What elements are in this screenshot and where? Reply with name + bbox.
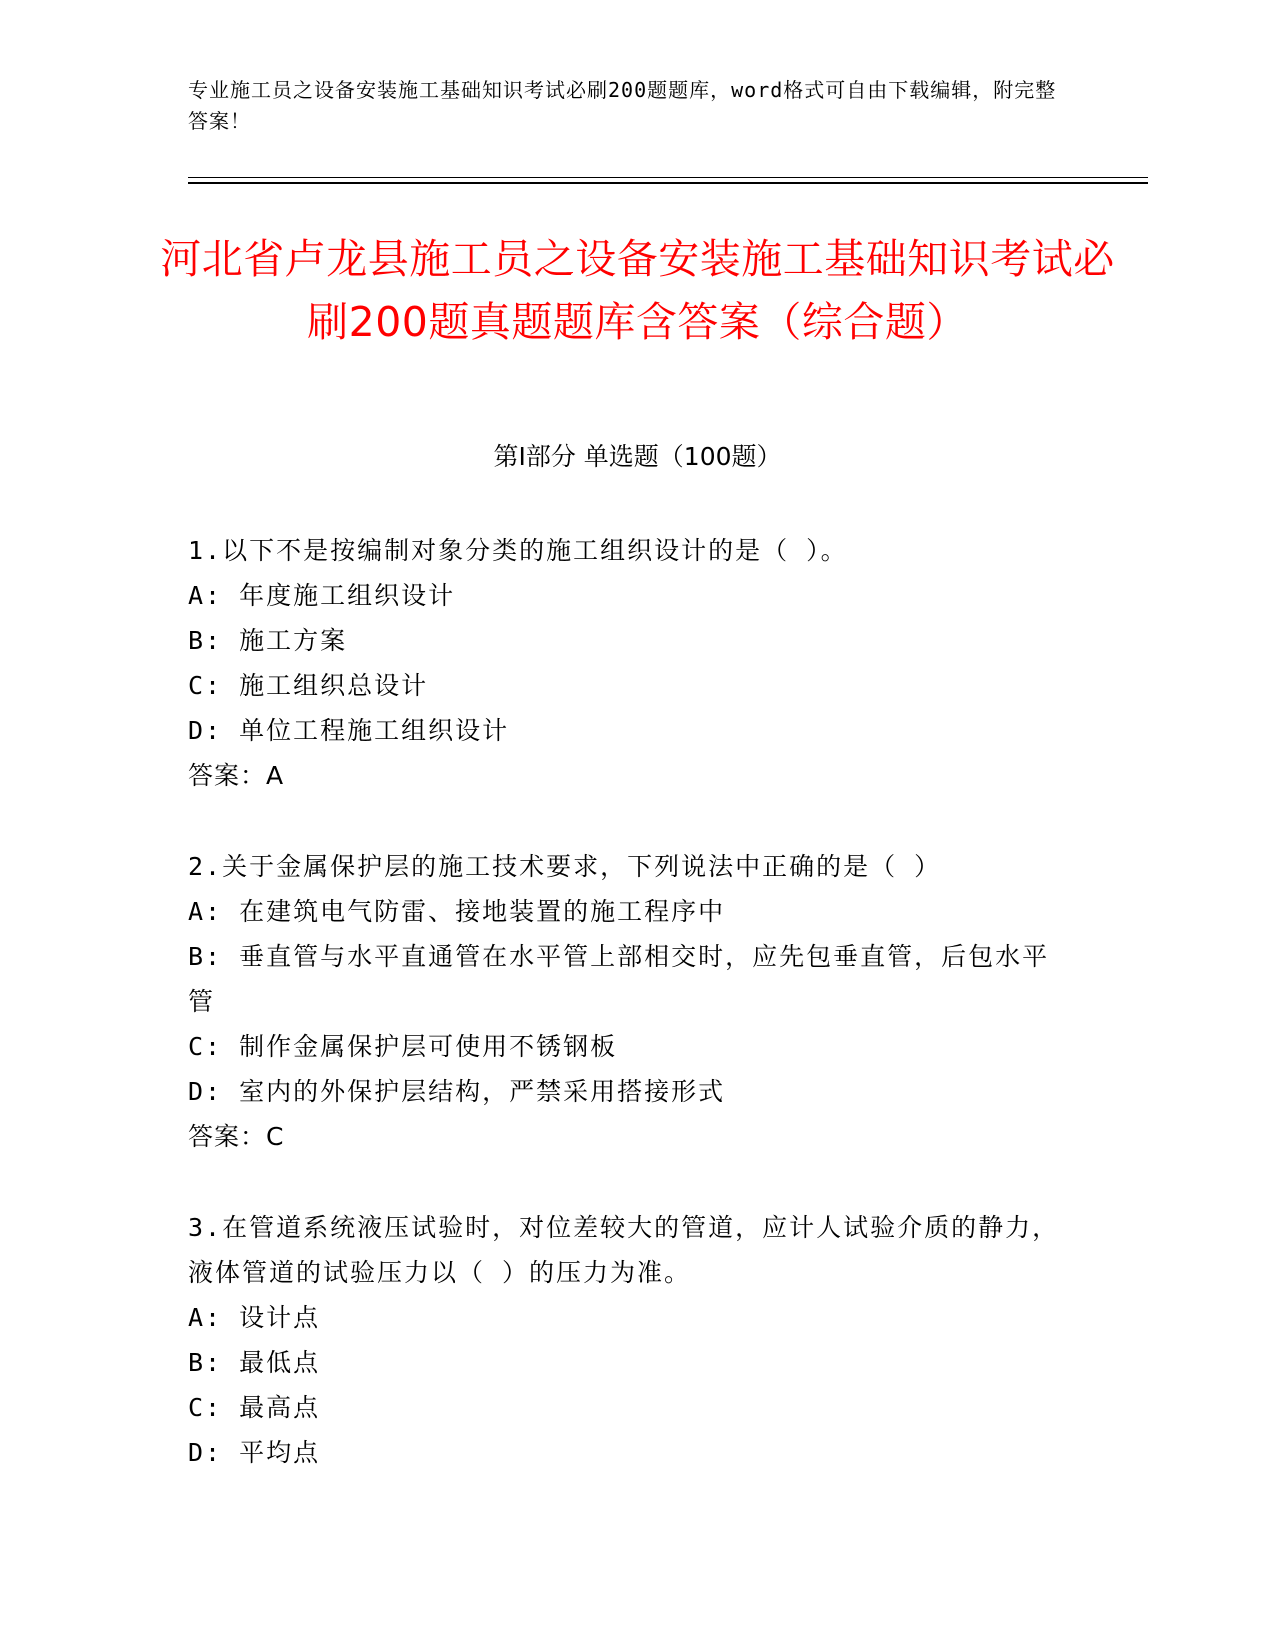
section-title: 第Ⅰ部分 单选题（100题） (493, 442, 782, 471)
option-c: C: 施工组织总设计 (188, 671, 429, 700)
option-d: D: 平均点 (188, 1438, 321, 1467)
question-2 (188, 844, 1068, 1159)
header-divider-thick (188, 182, 1148, 184)
question-stem: 3.在管道系统液压试验时，对位差较大的管道，应计人试验介质的静力，液体管道的试验压力以（ ）的压力为准。 (188, 1213, 1060, 1287)
header-note: 专业施工员之设备安装施工基础知识考试必刷200题题库，word格式可自由下载编辑，附完整答案！ (188, 78, 1057, 133)
answer: 答案：C (188, 1122, 285, 1151)
document-title: 河北省卢龙县施工员之设备安装施工基础知识考试必刷200题真题题库含答案（综合题） (160, 235, 1115, 346)
option-b: B: 垂直管与水平直通管在水平管上部相交时，应先包垂直管，后包水平管 (188, 942, 1050, 1016)
option-a: A: 设计点 (188, 1303, 321, 1332)
option-a: A: 在建筑电气防雷、接地装置的施工程序中 (188, 897, 726, 926)
header-divider-thin (188, 177, 1148, 178)
option-c: C: 制作金属保护层可使用不锈钢板 (188, 1032, 618, 1061)
option-b: B: 最低点 (188, 1348, 321, 1377)
option-a: A: 年度施工组织设计 (188, 581, 456, 610)
question-list (188, 528, 1068, 1521)
option-b: B: 施工方案 (188, 626, 348, 655)
option-d: D: 室内的外保护层结构，严禁采用搭接形式 (188, 1077, 726, 1106)
question-1 (188, 528, 1068, 798)
question-3 (188, 1205, 1068, 1475)
option-c: C: 最高点 (188, 1393, 321, 1422)
question-stem: 2.关于金属保护层的施工技术要求，下列说法中正确的是（ ） (188, 852, 942, 881)
option-d: D: 单位工程施工组织设计 (188, 716, 510, 745)
answer: 答案：A (188, 761, 285, 790)
question-stem: 1.以下不是按编制对象分类的施工组织设计的是（ ）。 (188, 536, 848, 565)
